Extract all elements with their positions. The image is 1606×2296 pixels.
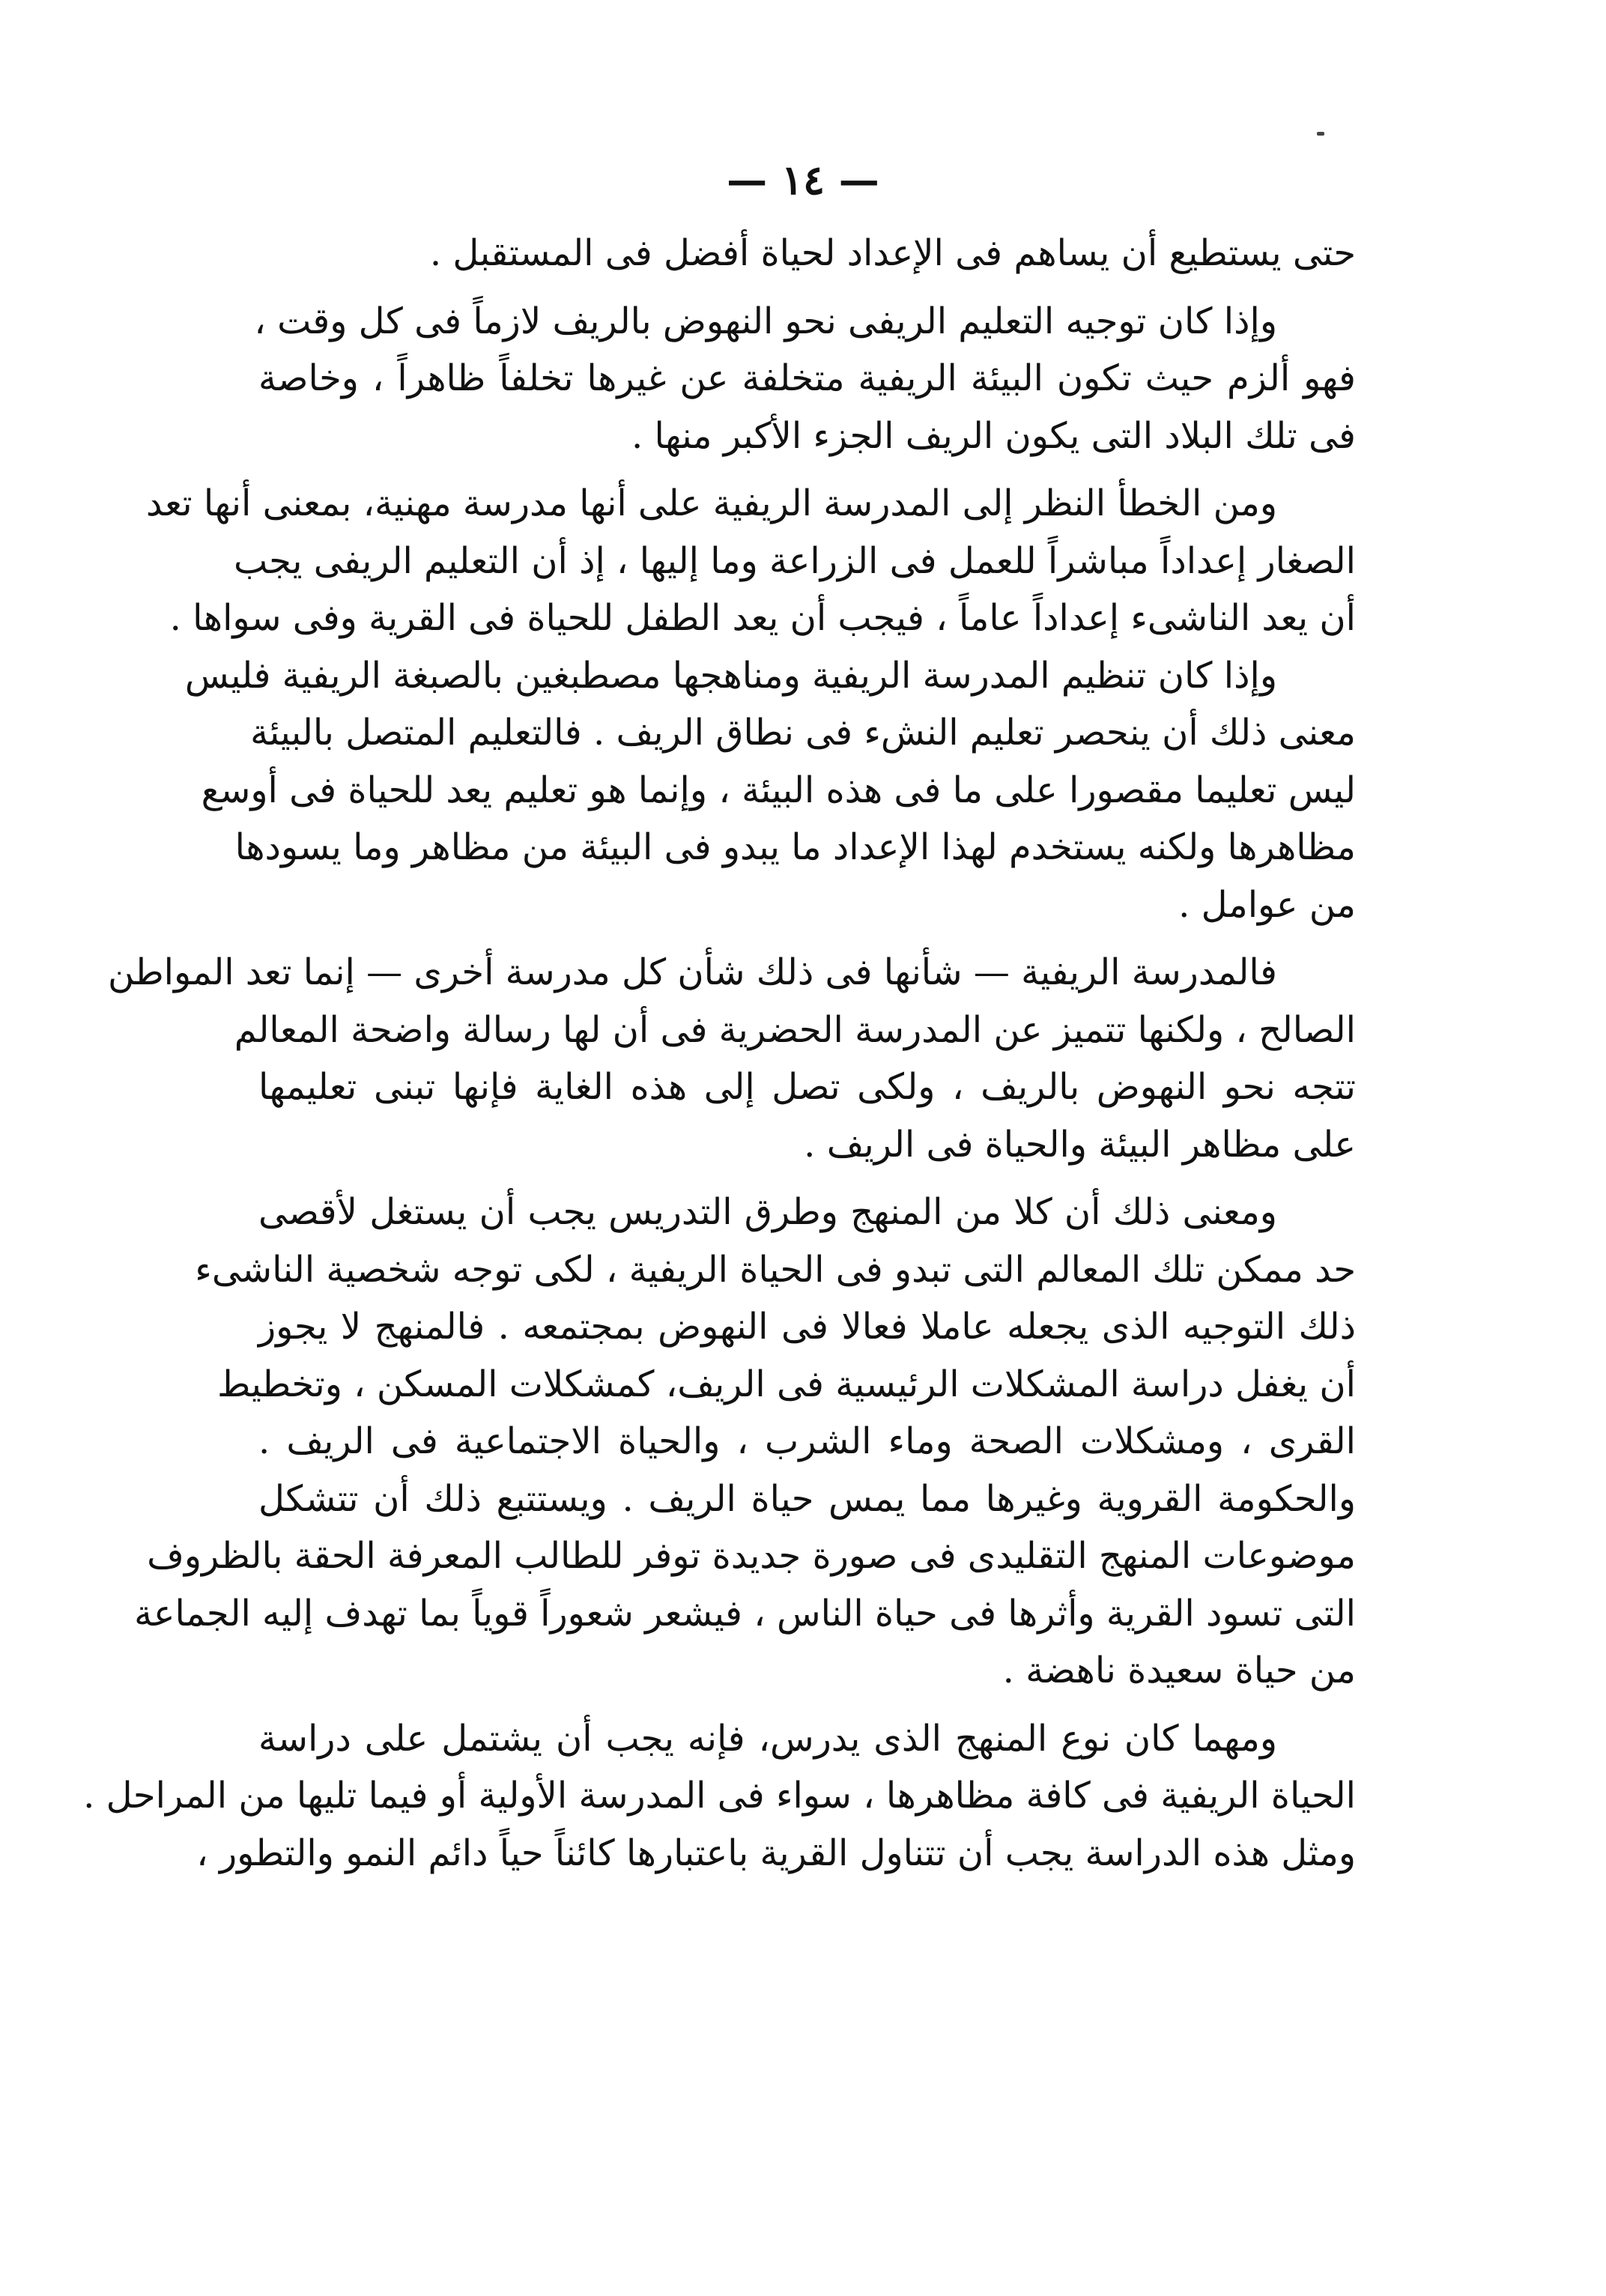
text-line: ذلك التوجيه الذى يجعله عاملا فعالا فى النهوض بمجتمعه . فالمنهج لا يجوز — [258, 1306, 1356, 1348]
text-line: ومعنى ذلك أن كلا من المنهج وطرق التدريس يجب أن يستغل لأقصى — [258, 1191, 1277, 1233]
text-line: تتجه نحو النهوض بالريف ، ولكى تصل إلى هذه الغاية فإنها تبنى تعليمها — [258, 1066, 1356, 1108]
body-text — [83, 225, 1356, 1882]
text-line: موضوعات المنهج التقليدى فى صورة جديدة توفر للطالب المعرفة الحقة بالظروف — [147, 1535, 1356, 1577]
text-line: ومهما كان نوع المنهج الذى يدرس، فإنه يجب أن يشتمل على دراسة — [258, 1717, 1277, 1760]
text-line: الصالح ، ولكنها تتميز عن المدرسة الحضرية فى أن لها رسالة واضحة المعالم — [234, 1008, 1356, 1051]
text-line: أن يعد الناشىء إعداداً عاماً ، فيجب أن يعد الطفل للحياة فى القرية وفى سواها . — [169, 597, 1356, 639]
text-line: أن يغفل دراسة المشكلات الرئيسية فى الريف، كمشكلات المسكن ، وتخطيط — [216, 1363, 1356, 1405]
scan-speck — [1317, 132, 1324, 136]
text-line: الحياة الريفية فى كافة مظاهرها ، سواء فى المدرسة الأولية أو فيما تليها من المراحل . — [83, 1775, 1356, 1817]
text-line: فى تلك البلاد التى يكون الريف الجزء الأكبر منها . — [631, 414, 1356, 457]
text-line: حتى يستطيع أن يساهم فى الإعداد لحياة أفضل فى المستقبل . — [429, 232, 1356, 274]
text-line: والحكومة القروية وغيرها مما يمس حياة الريف . ويستتبع ذلك أن تتشكل — [258, 1477, 1356, 1520]
text-line: وإذا كان تنظيم المدرسة الريفية ومناهجها مصطبغين بالصبغة الريفية فليس — [184, 654, 1277, 697]
text-line: من حياة سعيدة ناهضة . — [1002, 1650, 1356, 1691]
text-line: وإذا كان توجيه التعليم الريفى نحو النهوض بالريف لازماً فى كل وقت ، — [254, 300, 1277, 342]
text-line: فهو ألزم حيث تكون البيئة الريفية متخلفة عن غيرها تخلفاً ظاهراً ، وخاصة — [258, 357, 1356, 399]
text-line: ومثل هذه الدراسة يجب أن تتناول القرية باعتبارها كائناً حياً دائم النمو والتطور ، — [196, 1832, 1356, 1874]
text-line: القرى ، ومشكلات الصحة وماء الشرب ، والحياة الاجتماعية فى الريف . — [258, 1420, 1356, 1462]
text-line: على مظاهر البيئة والحياة فى الريف . — [804, 1123, 1356, 1166]
text-line: مظاهرها ولكنه يستخدم لهذا الإعداد ما يبدو فى البيئة من مظاهر وما يسودها — [234, 826, 1356, 868]
text-line: ومن الخطأ النظر إلى المدرسة الريفية على أنها مدرسة مهنية، بمعنى أنها تعد — [145, 482, 1277, 524]
text-line: ليس تعليما مقصورا على ما فى هذه البيئة ، وإنما هو تعليم يعد للحياة فى أوسع — [201, 769, 1356, 811]
text-line: معنى ذلك أن ينحصر تعليم النشء فى نطاق الريف . فالتعليم المتصل بالبيئة — [250, 712, 1356, 754]
text-line: فالمدرسة الريفية — شأنها فى ذلك شأن كل مدرسة أخرى — إنما تعد المواطن — [107, 951, 1277, 993]
text-line: التى تسود القرية وأثرها فى حياة الناس ، فيشعر شعوراً قوياً بما تهدف إليه الجماعة — [134, 1592, 1356, 1635]
page-number: — ١٤ — — [727, 156, 879, 204]
text-line: الصغار إعداداً مباشراً للعمل فى الزراعة وما إليها ، إذ أن التعليم الريفى يجب — [233, 539, 1356, 582]
text-line: من عوامل . — [1178, 883, 1356, 926]
text-line: حد ممكن تلك المعالم التى تبدو فى الحياة الريفية ، لكى توجه شخصية الناشىء — [195, 1248, 1356, 1291]
